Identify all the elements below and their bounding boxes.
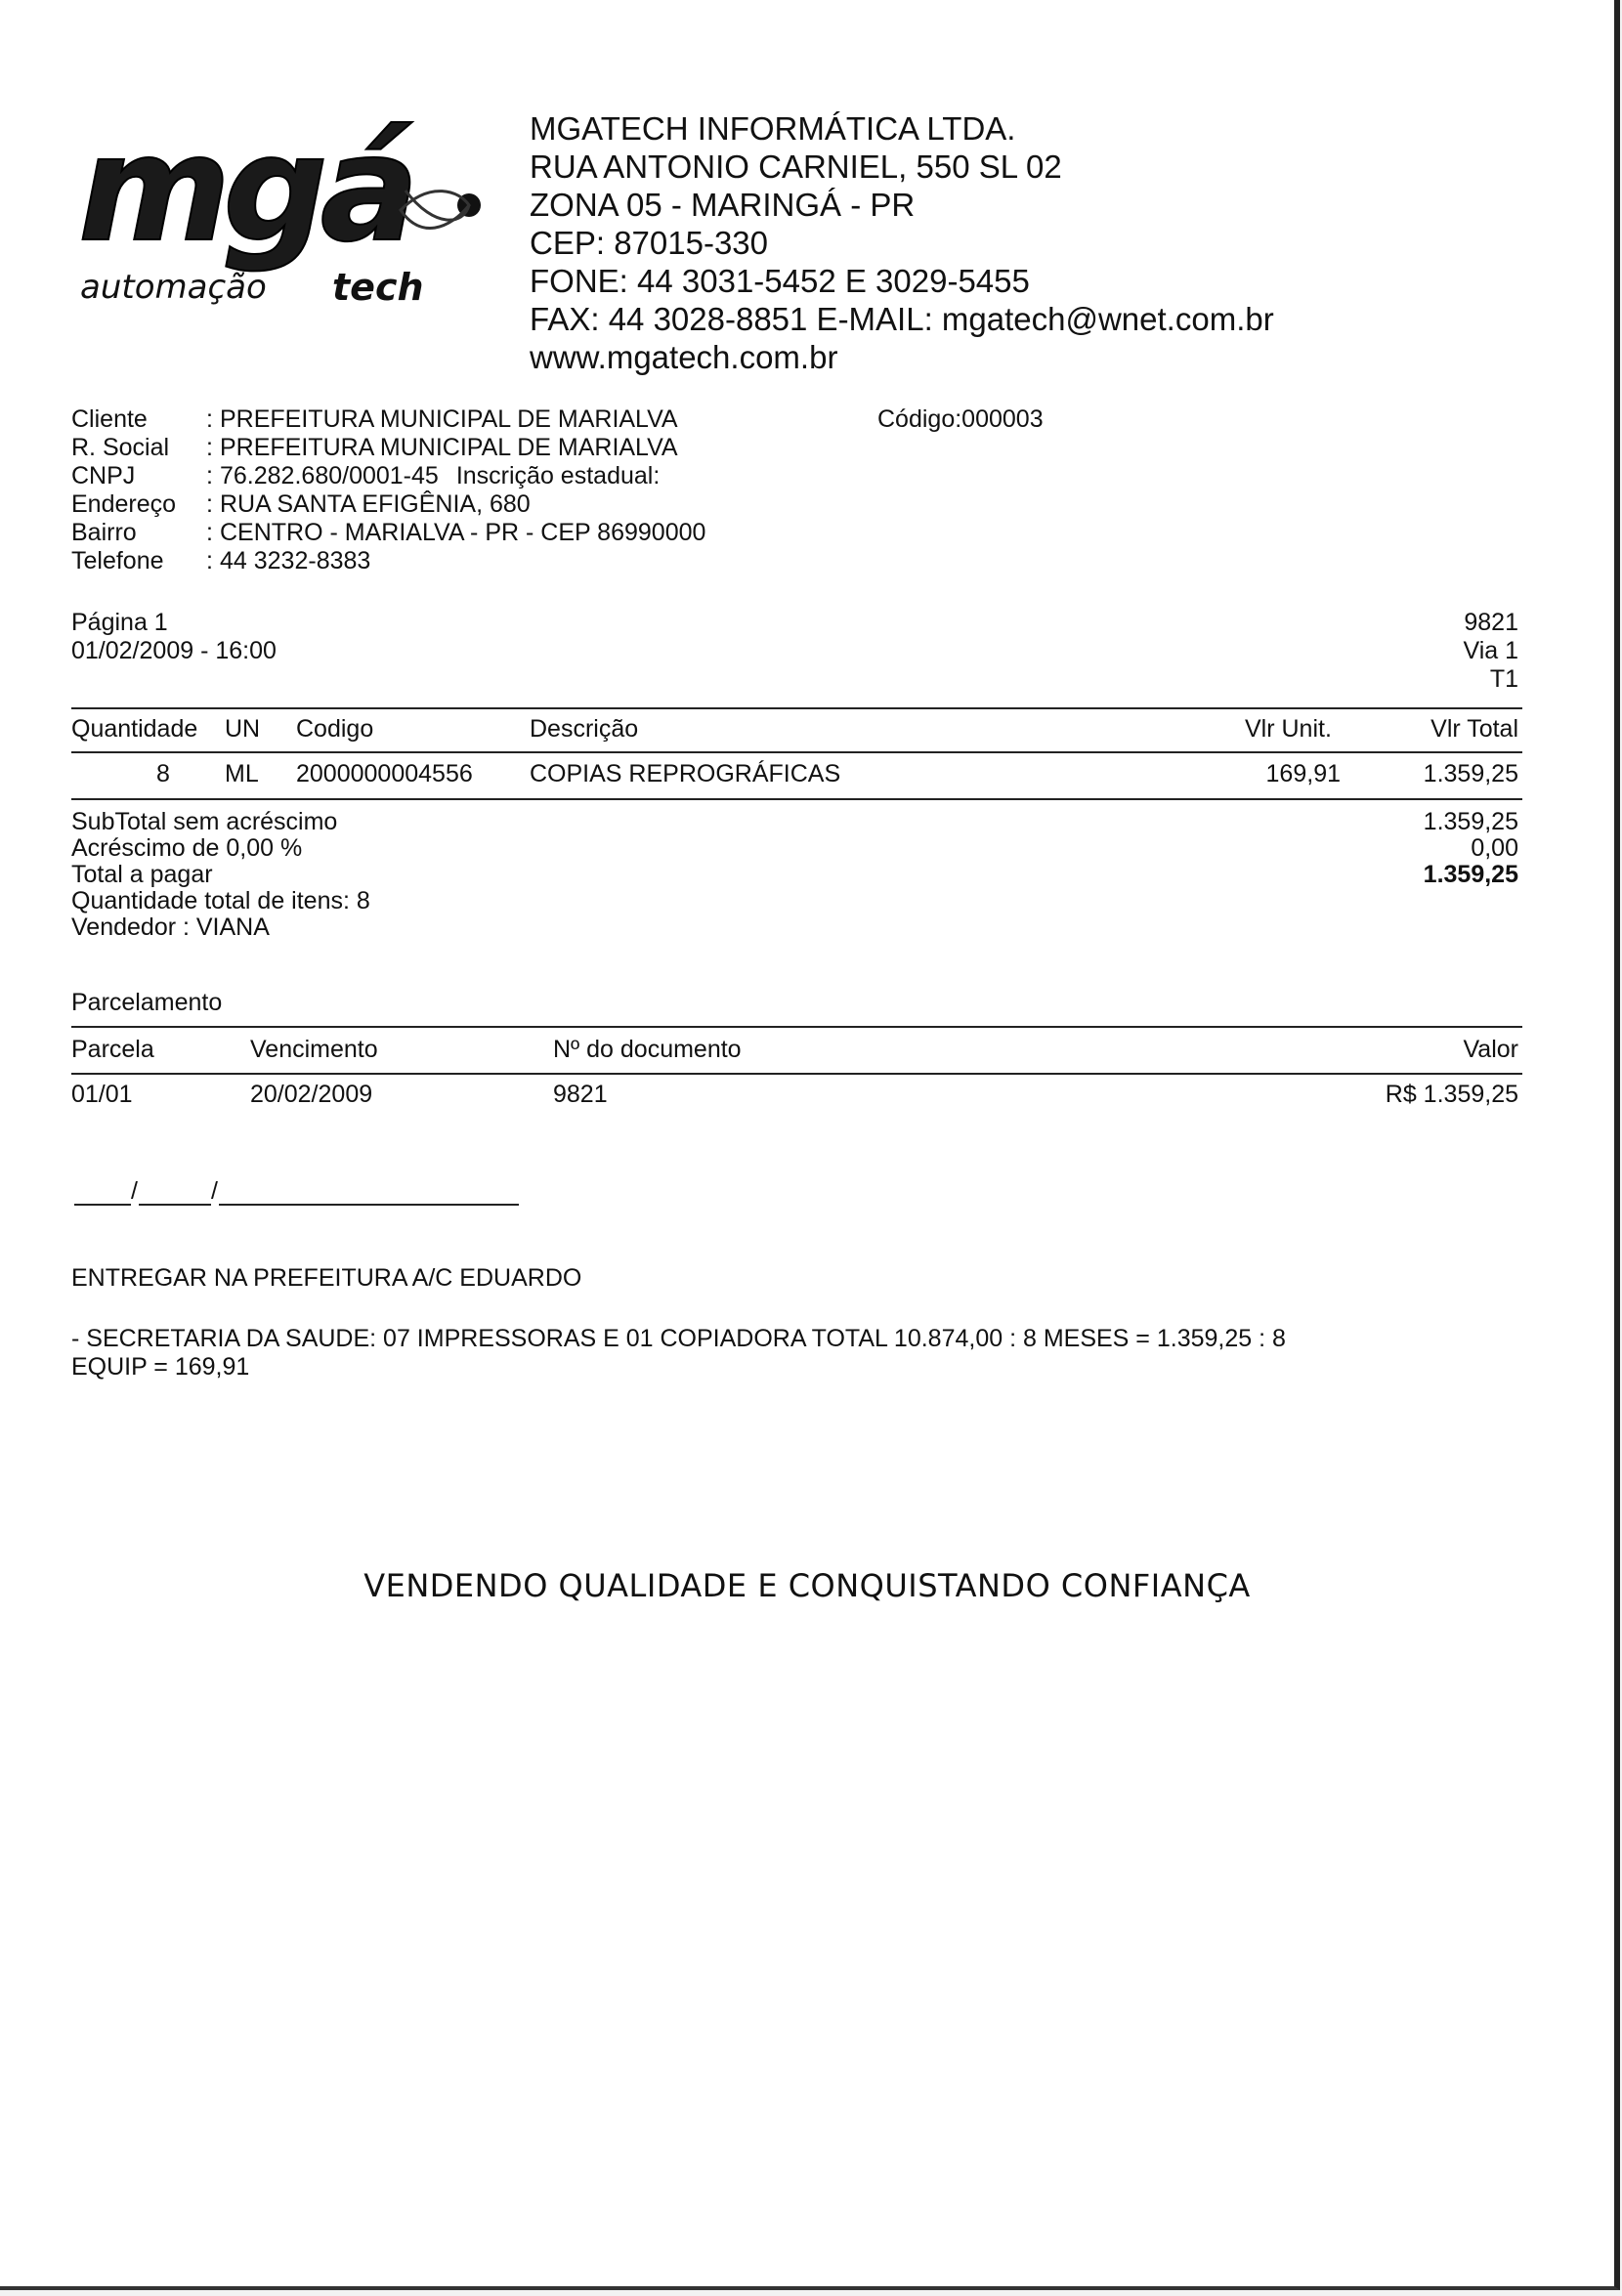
company-zone: ZONA 05 - MARINGÁ - PR (530, 187, 916, 223)
client-label: R. Social (71, 434, 170, 461)
installments-title: Parcelamento (71, 989, 223, 1016)
doc-info (1463, 609, 1518, 694)
installment-valor: R$ 1.359,25 (1385, 1081, 1518, 1108)
client-value: PREFEITURA MUNICIPAL DE MARIALVA (220, 434, 678, 461)
acrescimo-label: Acréscimo de 0,00 % (71, 834, 303, 862)
total-label: Total a pagar (71, 861, 213, 888)
qty-items: Quantidade total de itens: 8 (71, 887, 370, 914)
subtotal-value: 1.359,25 (1423, 808, 1518, 835)
client-value: RUA SANTA EFIGÊNIA, 680 (220, 490, 531, 518)
client-value: 44 3232-8383 (220, 547, 371, 574)
col-header-desc: Descrição (530, 715, 639, 743)
col-header-valor: Valor (1463, 1036, 1518, 1063)
client-row: Telefone : 44 3232-8383 (71, 547, 371, 574)
client-row: CNPJ : 76.282.680/0001-45 Inscrição estadual: (71, 462, 661, 489)
client-label: CNPJ (71, 462, 136, 489)
client-value: 76.282.680/0001-45 (220, 462, 439, 489)
company-phone: FONE: 44 3031-5452 E 3029-5455 (530, 263, 1030, 299)
summary-values (1424, 809, 1518, 888)
item-un: ML (225, 760, 259, 787)
col-header-unit: Vlr Unit. (1245, 715, 1332, 743)
client-row: Bairro : CENTRO - MARIALVA - PR - CEP 86990000 (71, 519, 706, 546)
company-fax-email: FAX: 44 3028-8851 E-MAIL: mgatech@wnet.com.br (530, 301, 1274, 337)
item-total: 1.359,25 (1423, 760, 1518, 787)
company-cep: CEP: 87015-330 (530, 225, 769, 261)
col-header-documento: Nº do documento (553, 1036, 742, 1063)
doc-via: Via 1 (1463, 637, 1518, 664)
client-value: CENTRO - MARIALVA - PR - CEP 86990000 (220, 519, 706, 546)
signature-date-line (74, 1177, 519, 1206)
page-info (71, 609, 277, 665)
client-label: Telefone (71, 547, 164, 574)
date-separator: / (131, 1177, 138, 1205)
doc-terminal: T1 (1489, 665, 1518, 693)
divider (71, 1073, 1522, 1075)
client-value: PREFEITURA MUNICIPAL DE MARIALVA (220, 405, 678, 433)
divider (71, 1026, 1522, 1028)
logo-sub-left: automação (80, 268, 267, 307)
logo-sub-right: tech (332, 266, 424, 309)
divider (71, 798, 1522, 800)
company-logo (78, 93, 508, 327)
doc-number: 9821 (1464, 609, 1518, 636)
installment-vencimento: 20/02/2009 (250, 1081, 373, 1108)
doc-datetime: 01/02/2009 - 16:00 (71, 637, 277, 664)
col-header-un: UN (225, 715, 261, 743)
note-line-2: EQUIP = 169,91 (71, 1353, 250, 1381)
divider (71, 707, 1522, 709)
col-header-parcela: Parcela (71, 1036, 154, 1063)
total-value: 1.359,25 (1423, 861, 1518, 888)
company-header (530, 109, 1274, 376)
item-unit-price: 169,91 (1265, 760, 1341, 787)
inscricao-label: Inscrição estadual: (455, 462, 661, 489)
col-header-code: Codigo (296, 715, 374, 743)
acrescimo-value: 0,00 (1471, 834, 1518, 862)
item-code: 2000000004556 (296, 760, 473, 787)
col-header-qty: Quantidade (71, 715, 198, 743)
logo-graphic (78, 93, 508, 327)
client-label: Bairro (71, 519, 137, 546)
installment-documento: 9821 (553, 1081, 608, 1108)
col-header-vencimento: Vencimento (250, 1036, 378, 1063)
client-row: Endereço : RUA SANTA EFIGÊNIA, 680 (71, 490, 531, 518)
company-website: www.mgatech.com.br (530, 339, 838, 375)
client-row: Cliente : PREFEITURA MUNICIPAL DE MARIALVA (71, 405, 678, 433)
installment-parcela: 01/01 (71, 1081, 133, 1108)
logo-wordmark: mgá (78, 105, 411, 275)
item-qty: 8 (156, 760, 170, 787)
client-row: R. Social : PREFEITURA MUNICIPAL DE MARIALVA (71, 434, 678, 461)
delivery-note: ENTREGAR NA PREFEITURA A/C EDUARDO (71, 1264, 582, 1292)
date-separator: / (211, 1177, 218, 1205)
client-label: Cliente (71, 405, 148, 433)
page-number: Página 1 (71, 609, 168, 636)
note-line-1: - SECRETARIA DA SAUDE: 07 IMPRESSORAS E 01 COPIADORA TOTAL 10.874,00 : 8 MESES = 1.359,25 : 8 (71, 1325, 1286, 1352)
col-header-total: Vlr Total (1430, 715, 1518, 743)
client-code: Código:000003 (877, 405, 1044, 433)
item-desc: COPIAS REPROGRÁFICAS (530, 760, 841, 787)
slogan: VENDENDO QUALIDADE E CONQUISTANDO CONFIANÇA (363, 1567, 1251, 1604)
subtotal-label: SubTotal sem acréscimo (71, 808, 338, 835)
client-info (71, 405, 705, 575)
company-address: RUA ANTONIO CARNIEL, 550 SL 02 (530, 149, 1062, 185)
client-label: Endereço (71, 490, 177, 518)
vendedor: Vendedor : VIANA (71, 914, 270, 941)
company-name: MGATECH INFORMÁTICA LTDA. (530, 110, 1016, 147)
summary-labels (71, 809, 370, 941)
divider (71, 751, 1522, 753)
